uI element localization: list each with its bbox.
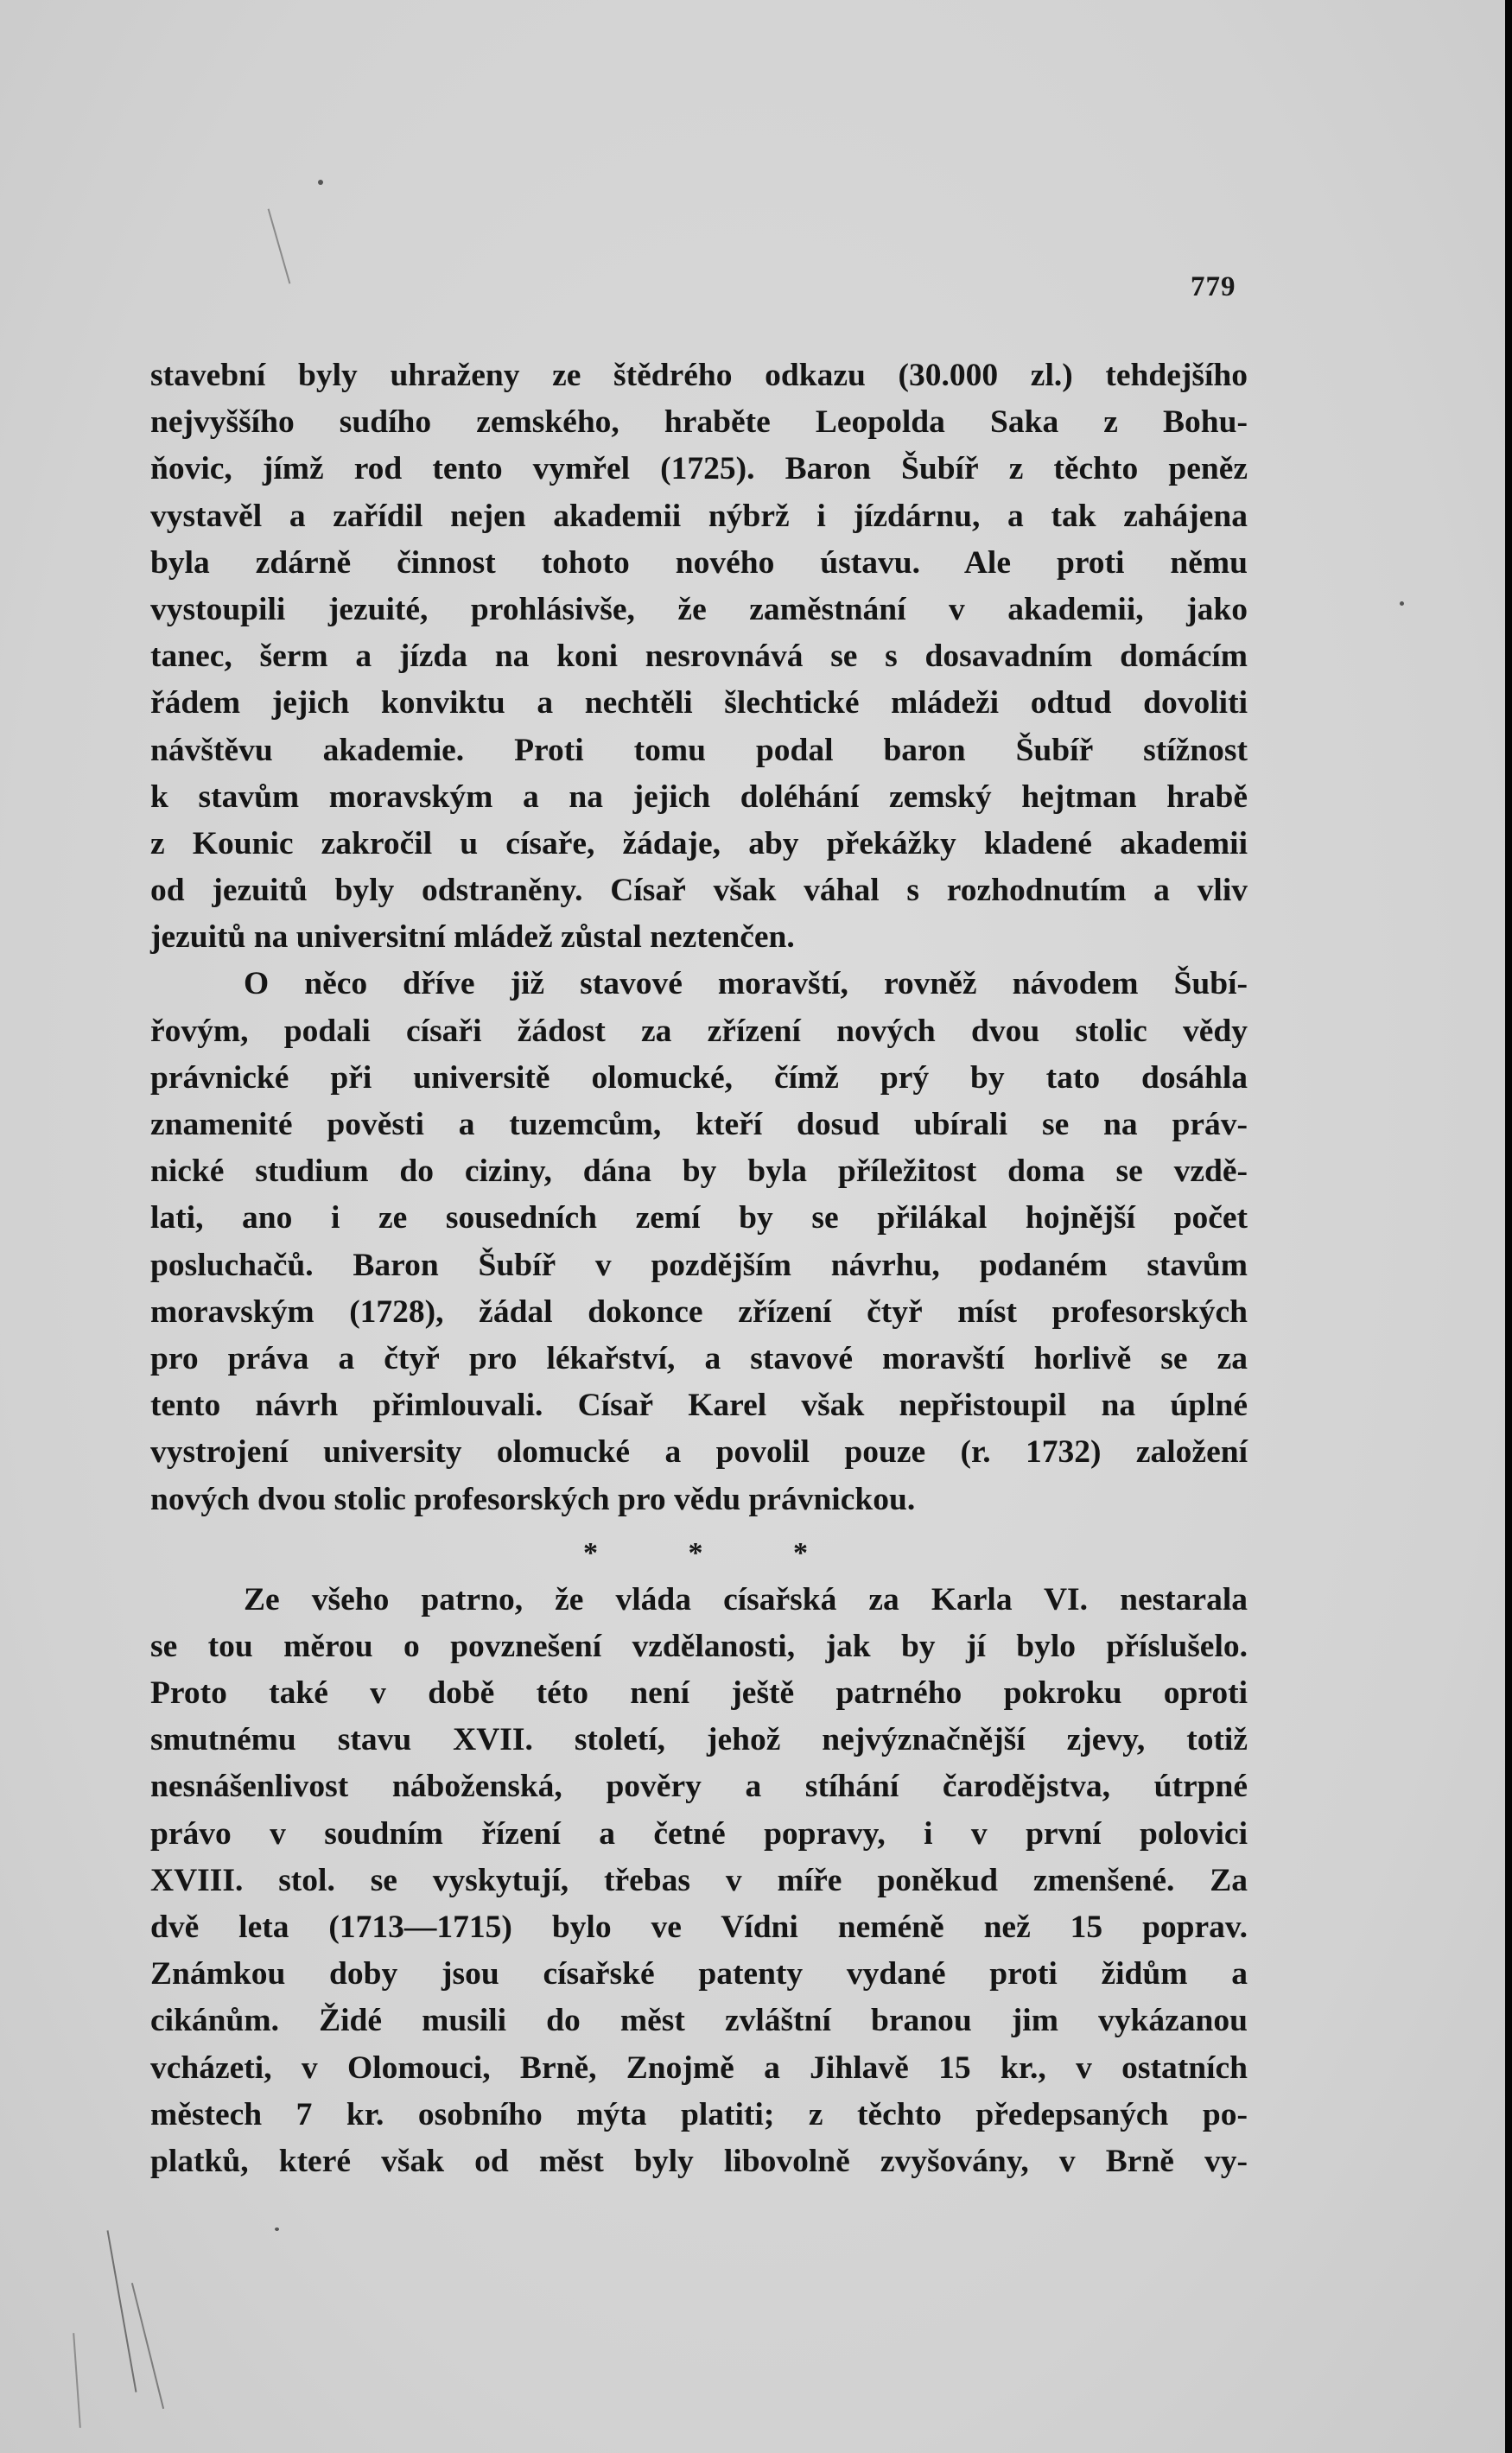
- text-line: pro práva a čtyř pro lékařství, a stavové moravští horlivě se za: [150, 1340, 1248, 1376]
- scratch-mark: [268, 208, 291, 283]
- scan-edge: [1505, 0, 1512, 2453]
- text-line: městech 7 kr. osobního mýta platiti; z těchto předepsaných po-: [150, 2096, 1248, 2132]
- text-line: byla zdárně činnost tohoto nového ústavu. Ale proti němu: [150, 544, 1248, 581]
- text-line: XVIII. stol. se vyskytují, třebas v míře poněkud zmenšené. Za: [150, 1862, 1248, 1898]
- text-line: nejvyššího sudího zemského, hraběte Leopolda Saka z Bohu-: [150, 404, 1248, 441]
- text-line: se tou měrou o povznešení vzdělanosti, jak by jí bylo příslušelo.: [150, 1628, 1248, 1664]
- text-line: řovým, podali císaři žádost za zřízení nových dvou stolic vědy: [150, 1013, 1248, 1049]
- scratch-mark: [107, 2230, 137, 2392]
- text-line: tento návrh přimlouvali. Císař Karel však nepřistoupil na úplné: [150, 1388, 1248, 1424]
- text-line: cikánům. Židé musili do měst zvláštní branou jim vykázanou: [150, 2003, 1248, 2039]
- text-line: vcházeti, v Olomouci, Brně, Znojmě a Jihlavě 15 kr., v ostatních: [150, 2049, 1248, 2086]
- text-line: nické studium do ciziny, dána by byla příležitost doma se vzdě-: [150, 1153, 1248, 1190]
- text-line: od jezuitů byly odstraněny. Císař však váhal s rozhodnutím a vliv: [150, 873, 1248, 909]
- text-line: platků, které však od měst byly libovolně zvyšovány, v Brně vy-: [150, 2143, 1248, 2179]
- text-line: právo v soudním řízení a četné popravy, i v první polovici: [150, 1815, 1248, 1852]
- text-line: znamenité pověsti a tuzemcům, kteří dosud ubírali se na práv-: [150, 1107, 1248, 1142]
- speck: [1400, 601, 1404, 606]
- text-line: jezuitů na universitní mládež zůstal neztenčen.: [150, 919, 795, 956]
- speck: [318, 180, 323, 185]
- text-line: nesnášenlivost náboženská, pověry a stíhání čarodějstva, útrpné: [150, 1769, 1248, 1805]
- text-line: k stavům moravským a na jejich doléhání zemský hejtman hrabě: [150, 778, 1248, 815]
- text-line: Proto také v době této není ještě patrného pokroku oproti: [150, 1675, 1248, 1712]
- text-line: tanec, šerm a jízda na koni nesrovnává se s dosavadním domácím: [150, 639, 1248, 675]
- text-line: moravským (1728), žádal dokonce zřízení čtyř míst profesorských: [150, 1293, 1248, 1330]
- text-line: řádem jejich konviktu a nechtěli šlechtické mládeži odtud dovoliti: [150, 685, 1248, 721]
- text-line: lati, ano i ze sousedních zemí by se přilákal hojnější počet: [150, 1200, 1248, 1236]
- page-number: 779: [1191, 271, 1236, 302]
- body-text: [150, 353, 1248, 2185]
- section-separator: * * *: [583, 1536, 849, 1569]
- text-line: dvě leta (1713—1715) bylo ve Vídni neméně než 15 poprav.: [150, 1910, 1248, 1945]
- text-line: Ze všeho patrno, že vláda císařská za Karla VI. nestarala: [244, 1581, 1248, 1617]
- text-line: vystavěl a zařídil nejen akademii nýbrž i jízdárnu, a tak zahájena: [150, 498, 1248, 534]
- text-line: smutnému stavu XVII. století, jehož nejvýznačnější zjevy, totiž: [150, 1722, 1248, 1758]
- speck: [275, 2227, 279, 2231]
- text-line: z Kounic zakročil u císaře, žádaje, aby překážky kladené akademii: [150, 825, 1248, 861]
- text-line: stavební byly uhraženy ze štědrého odkazu (30.000 zl.) tehdejšího: [150, 358, 1248, 393]
- scratch-mark: [73, 2333, 81, 2428]
- text-line: nových dvou stolic profesorských pro vědu právnickou.: [150, 1481, 916, 1517]
- text-line: posluchačů. Baron Šubíř v pozdějším návrhu, podaném stavům: [150, 1247, 1248, 1283]
- text-line: ňovic, jímž rod tento vymřel (1725). Baron Šubíř z těchto peněz: [150, 451, 1248, 487]
- text-line: právnické při universitě olomucké, čímž prý by tato dosáhla: [150, 1059, 1248, 1096]
- text-line: O něco dříve již stavové moravští, rovněž návodem Šubí-: [244, 966, 1248, 1002]
- text-line: vystoupili jezuité, prohlásivše, že zaměstnání v akademii, jako: [150, 591, 1248, 627]
- text-line: návštěvu akademie. Proti tomu podal baron Šubíř stížnost: [150, 732, 1248, 768]
- text-line: vystrojení university olomucké a povolil pouze (r. 1732) založení: [150, 1434, 1248, 1471]
- text-line: Známkou doby jsou císařské patenty vydané proti židům a: [150, 1956, 1248, 1992]
